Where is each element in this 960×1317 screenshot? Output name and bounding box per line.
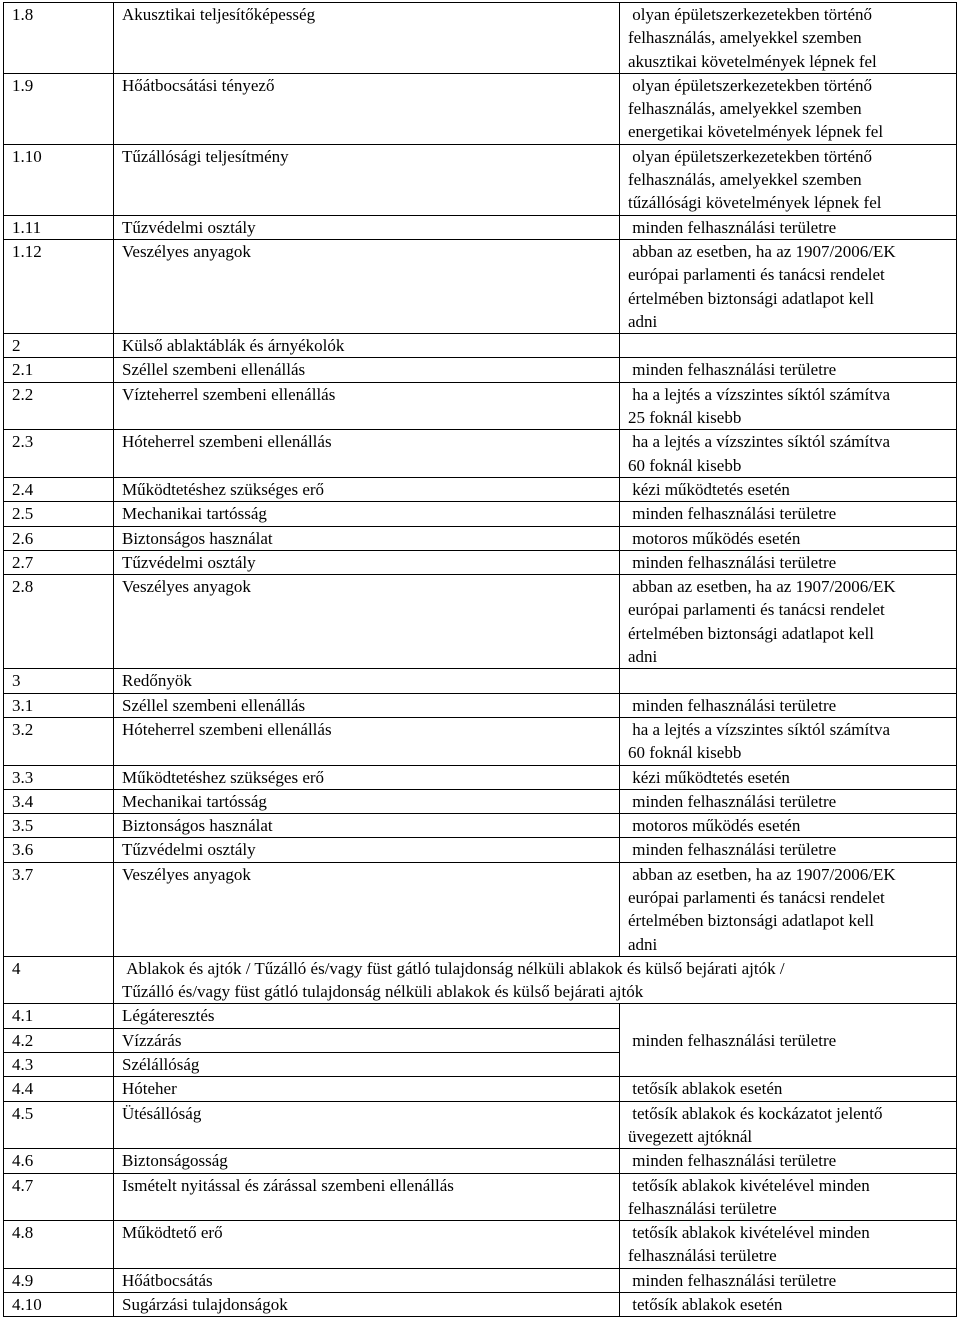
item-number: 4.3 bbox=[4, 1053, 114, 1077]
property-name: Hóteher bbox=[114, 1077, 620, 1101]
item-number: 4.10 bbox=[4, 1293, 114, 1317]
item-number: 3 bbox=[4, 669, 114, 693]
applicability-condition: tetősík ablakok kivételével minden felhasználási területre bbox=[620, 1173, 957, 1221]
item-number: 2.3 bbox=[4, 430, 114, 478]
property-name: Hóteherrel szembeni ellenállás bbox=[114, 717, 620, 765]
item-number: 3.7 bbox=[4, 862, 114, 956]
table-row bbox=[4, 862, 957, 956]
property-name: Működtetéshez szükséges erő bbox=[114, 477, 620, 501]
item-number: 1.12 bbox=[4, 239, 114, 333]
item-number: 4.4 bbox=[4, 1077, 114, 1101]
requirements-table-body bbox=[4, 3, 957, 1317]
property-name: Széllel szembeni ellenállás bbox=[114, 693, 620, 717]
applicability-condition: minden felhasználási területre bbox=[620, 1004, 957, 1077]
table-row bbox=[4, 382, 957, 430]
applicability-condition: tetősík ablakok esetén bbox=[620, 1293, 957, 1317]
applicability-condition: minden felhasználási területre bbox=[620, 215, 957, 239]
applicability-condition: abban az esetben, ha az 1907/2006/EK európai parlamenti és tanácsi rendelet értelmében biztonsági adatlapot kell adni bbox=[620, 862, 957, 956]
property-name: Légáteresztés bbox=[114, 1004, 620, 1028]
item-number: 2.4 bbox=[4, 477, 114, 501]
applicability-condition: tetősík ablakok esetén bbox=[620, 1077, 957, 1101]
table-row bbox=[4, 814, 957, 838]
property-name: Működtetéshez szükséges erő bbox=[114, 765, 620, 789]
property-name: Szélállóság bbox=[114, 1053, 620, 1077]
item-number: 2.2 bbox=[4, 382, 114, 430]
item-number: 1.8 bbox=[4, 3, 114, 74]
item-number: 4.7 bbox=[4, 1173, 114, 1221]
table-row bbox=[4, 669, 957, 693]
table-row bbox=[4, 789, 957, 813]
property-name: Vízteherrel szembeni ellenállás bbox=[114, 382, 620, 430]
table-row bbox=[4, 144, 957, 215]
item-number: 3.3 bbox=[4, 765, 114, 789]
table-row bbox=[4, 358, 957, 382]
applicability-condition: kézi működtetés esetén bbox=[620, 765, 957, 789]
item-number: 1.10 bbox=[4, 144, 114, 215]
applicability-condition: minden felhasználási területre bbox=[620, 550, 957, 574]
table-row bbox=[4, 575, 957, 669]
item-number: 2.6 bbox=[4, 526, 114, 550]
property-name: Széllel szembeni ellenállás bbox=[114, 358, 620, 382]
property-name: Veszélyes anyagok bbox=[114, 575, 620, 669]
table-row bbox=[4, 526, 957, 550]
applicability-condition bbox=[620, 669, 957, 693]
requirements-table bbox=[3, 2, 957, 1317]
applicability-condition: minden felhasználási területre bbox=[620, 789, 957, 813]
applicability-condition: minden felhasználási területre bbox=[620, 358, 957, 382]
item-number: 3.4 bbox=[4, 789, 114, 813]
table-row bbox=[4, 838, 957, 862]
applicability-condition: ha a lejtés a vízszintes síktól számítva 25 foknál kisebb bbox=[620, 382, 957, 430]
item-number: 4.1 bbox=[4, 1004, 114, 1028]
table-row bbox=[4, 717, 957, 765]
applicability-condition: ha a lejtés a vízszintes síktól számítva 60 foknál kisebb bbox=[620, 717, 957, 765]
applicability-condition: abban az esetben, ha az 1907/2006/EK európai parlamenti és tanácsi rendelet értelmében biztonsági adatlapot kell adni bbox=[620, 575, 957, 669]
item-number: 4.2 bbox=[4, 1028, 114, 1052]
table-row bbox=[4, 765, 957, 789]
applicability-condition: minden felhasználási területre bbox=[620, 502, 957, 526]
item-number: 2.1 bbox=[4, 358, 114, 382]
applicability-condition: olyan épületszerkezetekben történő felhasználás, amelyekkel szemben tűzállósági követelmények lépnek fel bbox=[620, 144, 957, 215]
table-row bbox=[4, 550, 957, 574]
table-row bbox=[4, 693, 957, 717]
table-row bbox=[4, 73, 957, 144]
property-name: Sugárzási tulajdonságok bbox=[114, 1293, 620, 1317]
table-row bbox=[4, 1221, 957, 1269]
table-row bbox=[4, 956, 957, 1004]
table-row bbox=[4, 1173, 957, 1221]
item-number: 4.5 bbox=[4, 1101, 114, 1149]
item-number: 3.2 bbox=[4, 717, 114, 765]
applicability-condition: minden felhasználási területre bbox=[620, 1268, 957, 1292]
table-row bbox=[4, 477, 957, 501]
property-name: Ütésállóság bbox=[114, 1101, 620, 1149]
item-number: 2 bbox=[4, 334, 114, 358]
item-number: 4.8 bbox=[4, 1221, 114, 1269]
applicability-condition: ha a lejtés a vízszintes síktól számítva 60 foknál kisebb bbox=[620, 430, 957, 478]
item-number: 3.5 bbox=[4, 814, 114, 838]
property-name: Tűzvédelmi osztály bbox=[114, 550, 620, 574]
item-number: 2.8 bbox=[4, 575, 114, 669]
applicability-condition: abban az esetben, ha az 1907/2006/EK európai parlamenti és tanácsi rendelet értelmében biztonsági adatlapot kell adni bbox=[620, 239, 957, 333]
property-name: Ismételt nyitással és zárással szembeni ellenállás bbox=[114, 1173, 620, 1221]
property-name: Vízzárás bbox=[114, 1028, 620, 1052]
table-row bbox=[4, 1293, 957, 1317]
applicability-condition: minden felhasználási területre bbox=[620, 838, 957, 862]
item-number: 4.6 bbox=[4, 1149, 114, 1173]
property-name: Tűzvédelmi osztály bbox=[114, 215, 620, 239]
property-name: Hóteherrel szembeni ellenállás bbox=[114, 430, 620, 478]
property-name: Redőnyök bbox=[114, 669, 620, 693]
table-row bbox=[4, 1149, 957, 1173]
table-row bbox=[4, 1077, 957, 1101]
item-number: 4.9 bbox=[4, 1268, 114, 1292]
property-name: Veszélyes anyagok bbox=[114, 862, 620, 956]
item-number: 1.11 bbox=[4, 215, 114, 239]
property-name: Biztonságos használat bbox=[114, 814, 620, 838]
applicability-condition: kézi működtetés esetén bbox=[620, 477, 957, 501]
property-name: Biztonságos használat bbox=[114, 526, 620, 550]
property-name: Külső ablaktáblák és árnyékolók bbox=[114, 334, 620, 358]
applicability-condition bbox=[620, 334, 957, 358]
property-name: Mechanikai tartósság bbox=[114, 502, 620, 526]
item-number: 3.1 bbox=[4, 693, 114, 717]
property-name: Működtető erő bbox=[114, 1221, 620, 1269]
table-row bbox=[4, 430, 957, 478]
applicability-condition: minden felhasználási területre bbox=[620, 1149, 957, 1173]
property-name: Hőátbocsátás bbox=[114, 1268, 620, 1292]
table-row bbox=[4, 334, 957, 358]
applicability-condition: motoros működés esetén bbox=[620, 526, 957, 550]
applicability-condition: minden felhasználási területre bbox=[620, 693, 957, 717]
applicability-condition: olyan épületszerkezetekben történő felhasználás, amelyekkel szemben akusztikai követelmények lépnek fel bbox=[620, 3, 957, 74]
property-name: Biztonságosság bbox=[114, 1149, 620, 1173]
table-row bbox=[4, 1101, 957, 1149]
item-number: 3.6 bbox=[4, 838, 114, 862]
property-name: Mechanikai tartósság bbox=[114, 789, 620, 813]
table-row bbox=[4, 239, 957, 333]
property-name: Akusztikai teljesítőképesség bbox=[114, 3, 620, 74]
applicability-condition: tetősík ablakok kivételével minden felhasználási területre bbox=[620, 1221, 957, 1269]
table-row bbox=[4, 3, 957, 74]
applicability-condition: tetősík ablakok és kockázatot jelentő üvegezett ajtóknál bbox=[620, 1101, 957, 1149]
item-number: 2.7 bbox=[4, 550, 114, 574]
table-row bbox=[4, 215, 957, 239]
section-number: 4 bbox=[4, 956, 114, 1004]
property-name: Veszélyes anyagok bbox=[114, 239, 620, 333]
applicability-condition: olyan épületszerkezetekben történő felhasználás, amelyekkel szemben energetikai követelmények lépnek fel bbox=[620, 73, 957, 144]
item-number: 2.5 bbox=[4, 502, 114, 526]
table-row bbox=[4, 1268, 957, 1292]
property-name: Tűzállósági teljesítmény bbox=[114, 144, 620, 215]
applicability-condition: motoros működés esetén bbox=[620, 814, 957, 838]
table-row bbox=[4, 502, 957, 526]
section-title: Ablakok és ajtók / Tűzálló és/vagy füst gátló tulajdonság nélküli ablakok és külső bejárati ajtók / Tűzálló és/vagy füst gátló tulajdonság nélküli ablakok és külső bejárati ajtók bbox=[114, 956, 957, 1004]
table-row bbox=[4, 1004, 957, 1028]
item-number: 1.9 bbox=[4, 73, 114, 144]
property-name: Hőátbocsátási tényező bbox=[114, 73, 620, 144]
property-name: Tűzvédelmi osztály bbox=[114, 838, 620, 862]
